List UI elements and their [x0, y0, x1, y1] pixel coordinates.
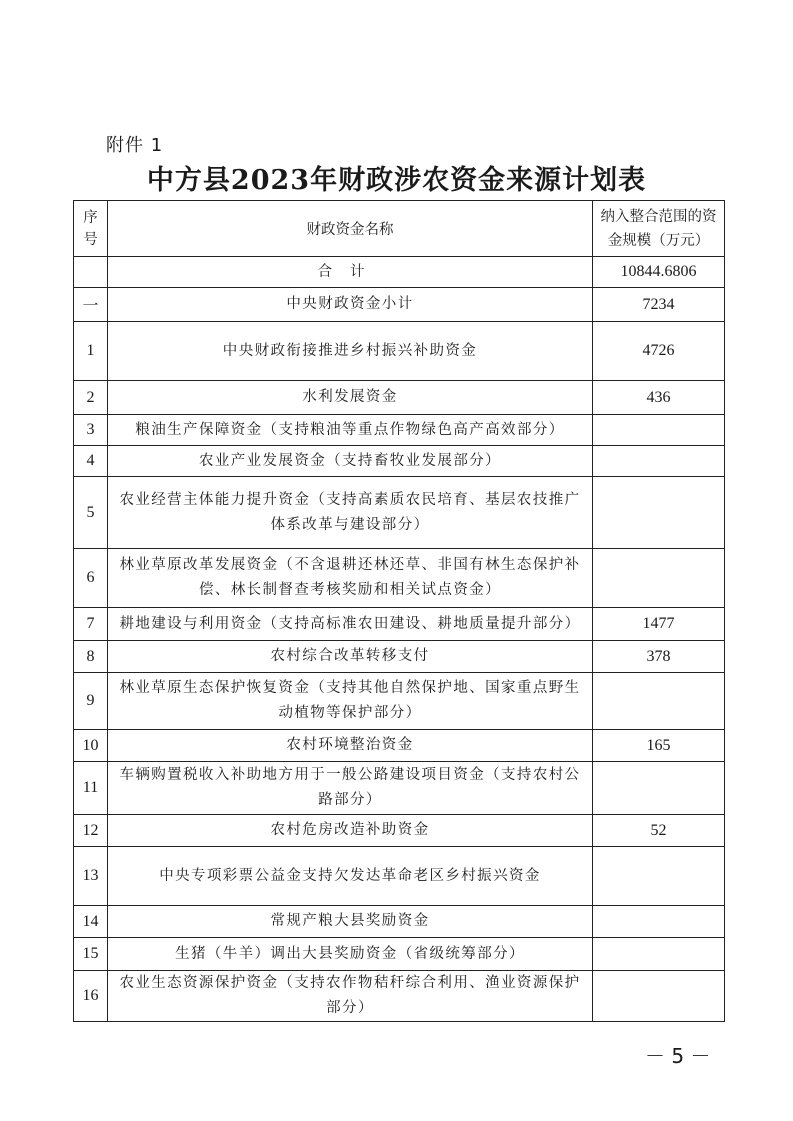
table-row [74, 641, 725, 673]
row-fund-name: 林业草原改革发展资金（不含退耕还林还草、非国有林生态保护补偿、林长制督查考核奖励和相关试点资金） [108, 549, 593, 608]
total-label: 合计 [108, 257, 593, 288]
row-fund-name: 农业经营主体能力提升资金（支持高素质农民培育、基层农技推广体系改革与建设部分） [108, 477, 593, 549]
document-title: 中方县2023年财政涉农资金来源计划表 [146, 165, 647, 196]
table-row [74, 815, 725, 847]
attachment-label: 附件 1 [106, 135, 164, 156]
row-fund-amount [593, 477, 725, 549]
table-row [74, 446, 725, 477]
row-fund-name: 农村危房改造补助资金 [108, 815, 593, 847]
total-amount: 10844.6806 [593, 257, 725, 288]
row-fund-amount: 378 [593, 641, 725, 673]
row-fund-name: 耕地建设与利用资金（支持高标准农田建设、耕地质量提升部分） [108, 608, 593, 641]
row-fund-name: 常规产粮大县奖励资金 [108, 906, 593, 938]
table-row [74, 762, 725, 815]
row-serial: 14 [74, 906, 108, 938]
row-fund-name: 农村环境整治资金 [108, 730, 593, 762]
row-fund-amount: 1477 [593, 608, 725, 641]
row-fund-name: 农业产业发展资金（支持畜牧业发展部分） [108, 446, 593, 477]
row-serial: 7 [74, 608, 108, 641]
row-fund-name: 水利发展资金 [108, 381, 593, 415]
row-fund-amount [593, 971, 725, 1022]
row-fund-name: 农村综合改革转移支付 [108, 641, 593, 673]
row-fund-name: 生猪（牛羊）调出大县奖励资金（省级统筹部分） [108, 938, 593, 971]
table-row [74, 549, 725, 608]
row-fund-amount [593, 906, 725, 938]
table-row [74, 381, 725, 415]
table-row [74, 608, 725, 641]
subtotal-row [74, 288, 725, 322]
row-fund-name: 中央专项彩票公益金支持欠发达革命老区乡村振兴资金 [108, 847, 593, 906]
table-row [74, 847, 725, 906]
header-serial-number: 序号 [74, 201, 108, 257]
row-fund-amount: 436 [593, 381, 725, 415]
row-fund-name: 林业草原生态保护恢复资金（支持其他自然保护地、国家重点野生动植物等保护部分） [108, 673, 593, 730]
total-row [74, 257, 725, 288]
row-fund-amount: 165 [593, 730, 725, 762]
row-serial: 1 [74, 322, 108, 381]
row-fund-name: 农业生态资源保护资金（支持农作物秸秆综合利用、渔业资源保护部分） [108, 971, 593, 1022]
total-serial [74, 257, 108, 288]
subtotal-label: 中央财政资金小计 [108, 288, 593, 322]
table-header-row [74, 201, 725, 257]
row-fund-amount [593, 446, 725, 477]
subtotal-serial: 一 [74, 288, 108, 322]
row-fund-amount [593, 847, 725, 906]
row-fund-amount: 4726 [593, 322, 725, 381]
row-fund-amount [593, 762, 725, 815]
row-serial: 13 [74, 847, 108, 906]
row-serial: 16 [74, 971, 108, 1022]
row-serial: 4 [74, 446, 108, 477]
row-fund-amount [593, 415, 725, 446]
table-row [74, 673, 725, 730]
row-serial: 8 [74, 641, 108, 673]
row-fund-amount [593, 673, 725, 730]
row-serial: 3 [74, 415, 108, 446]
header-fund-amount: 纳入整合范围的资金规模（万元） [593, 201, 725, 257]
table-row [74, 322, 725, 381]
row-serial: 5 [74, 477, 108, 549]
row-serial: 6 [74, 549, 108, 608]
row-fund-name: 中央财政衔接推进乡村振兴补助资金 [108, 322, 593, 381]
table-row [74, 415, 725, 446]
table-row [74, 730, 725, 762]
funds-source-table [73, 200, 725, 1022]
row-fund-name: 粮油生产保障资金（支持粮油等重点作物绿色高产高效部分） [108, 415, 593, 446]
row-serial: 11 [74, 762, 108, 815]
table-row [74, 477, 725, 549]
table-row [74, 906, 725, 938]
header-fund-name: 财政资金名称 [108, 201, 593, 257]
row-serial: 10 [74, 730, 108, 762]
table-row [74, 971, 725, 1022]
row-serial: 15 [74, 938, 108, 971]
row-serial: 9 [74, 673, 108, 730]
row-fund-amount [593, 938, 725, 971]
row-fund-name: 车辆购置税收入补助地方用于一般公路建设项目资金（支持农村公路部分） [108, 762, 593, 815]
row-serial: 2 [74, 381, 108, 415]
row-fund-amount: 52 [593, 815, 725, 847]
page-number: － 5 － [645, 1044, 711, 1068]
table-row [74, 938, 725, 971]
row-fund-amount [593, 549, 725, 608]
subtotal-amount: 7234 [593, 288, 725, 322]
row-serial: 12 [74, 815, 108, 847]
